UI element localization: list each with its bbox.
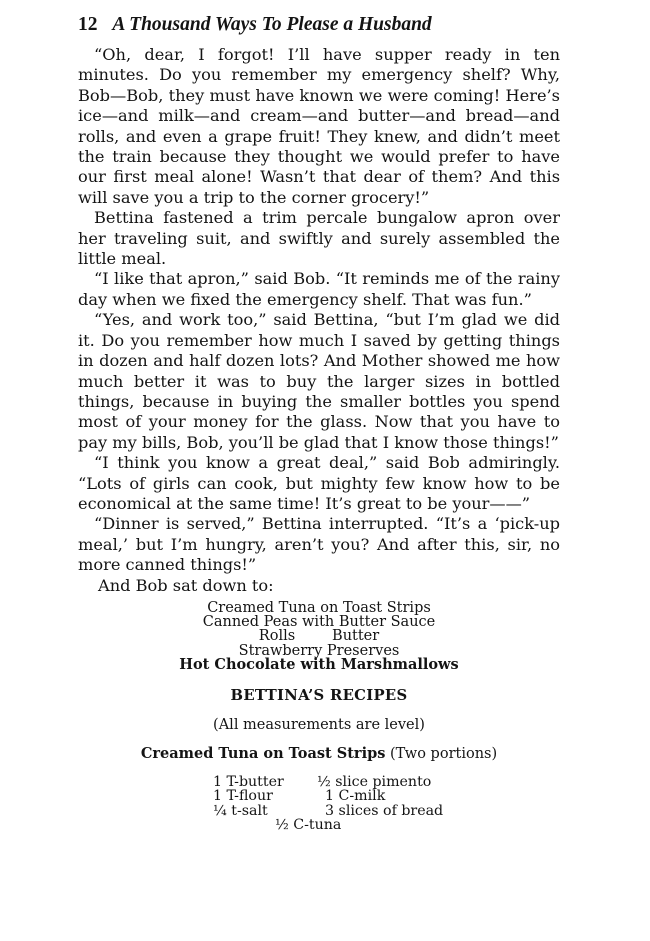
page-header <box>78 14 432 36</box>
ingredient-row <box>213 804 443 818</box>
page-number: 12 <box>78 14 98 35</box>
running-title: A Thousand Ways To Please a Husband <box>112 14 432 35</box>
ingredient: 1 T-butter <box>213 774 284 790</box>
ingredient-row <box>213 775 443 789</box>
paragraph: “I like that apron,” said Bob. “It reminds me of the rainy day when we fixed the emergency shelf. That was fun.” <box>78 269 560 309</box>
ingredient-row <box>213 789 443 803</box>
ingredient: 1 T-flour <box>213 788 273 805</box>
paragraph: “Oh, dear, I forgot! I’ll have supper ready in ten minutes. Do you remember my emergency shelf? Why, Bob—Bob, they must have known we were coming! Here’s ice—and milk—and cream—and butter—and bread—and rolls, and even a grape fruit! They knew, and didn’t meet the train because they thought we would prefer to have our first meal alone! Wasn’t that dear of them? And this will save you a trip to the corner grocery!” <box>78 45 560 207</box>
menu-list <box>78 601 560 672</box>
ingredient: 1 C-milk <box>325 788 386 805</box>
paragraph: “I think you know a great deal,” said Bob admiringly. “Lots of girls can cook, but mighty few know how to be economical at the same time! It’s great to be your——” <box>78 453 560 513</box>
measurement-note: (All measurements are level) <box>213 717 425 733</box>
paragraph: Bettina fastened a trim percale bungalow apron over her traveling suit, and swiftly and surely assembled the little meal. <box>78 208 560 269</box>
menu-item: Creamed Tuna on Toast Strips <box>207 600 431 616</box>
ingredient: ¼ t-salt <box>213 802 268 819</box>
recipes-heading: BETTINA’S RECIPES <box>230 687 408 704</box>
paragraph: And Bob sat down to: <box>98 575 274 595</box>
menu-item: Hot Chocolate with Marshmallows <box>179 655 459 673</box>
ingredient: 3 slices of bread <box>325 802 444 819</box>
menu-item: Strawberry Preserves <box>238 642 400 659</box>
recipe-portions: (Two portions) <box>390 746 498 762</box>
menu-item: Rolls Butter <box>258 628 380 645</box>
ingredient-row <box>213 818 443 832</box>
paragraph: “Yes, and work too,” said Bettina, “but I’m glad we did it. Do you remember how much I saved by getting things in dozen and half dozen lots? And Mother showed me how much better it was to buy the larger sizes in bottled things, because in buying the smaller bottles you spend most of your money for the glass. Now that you have to pay my bills, Bob, you’ll be glad that I know those things!” <box>78 310 560 452</box>
menu-item: Canned Peas with Butter Sauce <box>202 614 436 631</box>
paragraph: “Dinner is served,” Bettina interrupted. “It’s a ‘pick-up meal,’ but I’m hungry, aren’t you? And after this, sir, no more canned things!” <box>78 514 560 575</box>
ingredient-list <box>213 775 443 833</box>
recipe-name: Creamed Tuna on Toast Strips <box>140 745 386 762</box>
ingredient: ½ C-tuna <box>275 817 342 834</box>
body-text <box>78 45 560 596</box>
recipe-title <box>78 745 560 762</box>
ingredient: ½ slice pimento <box>317 774 432 790</box>
